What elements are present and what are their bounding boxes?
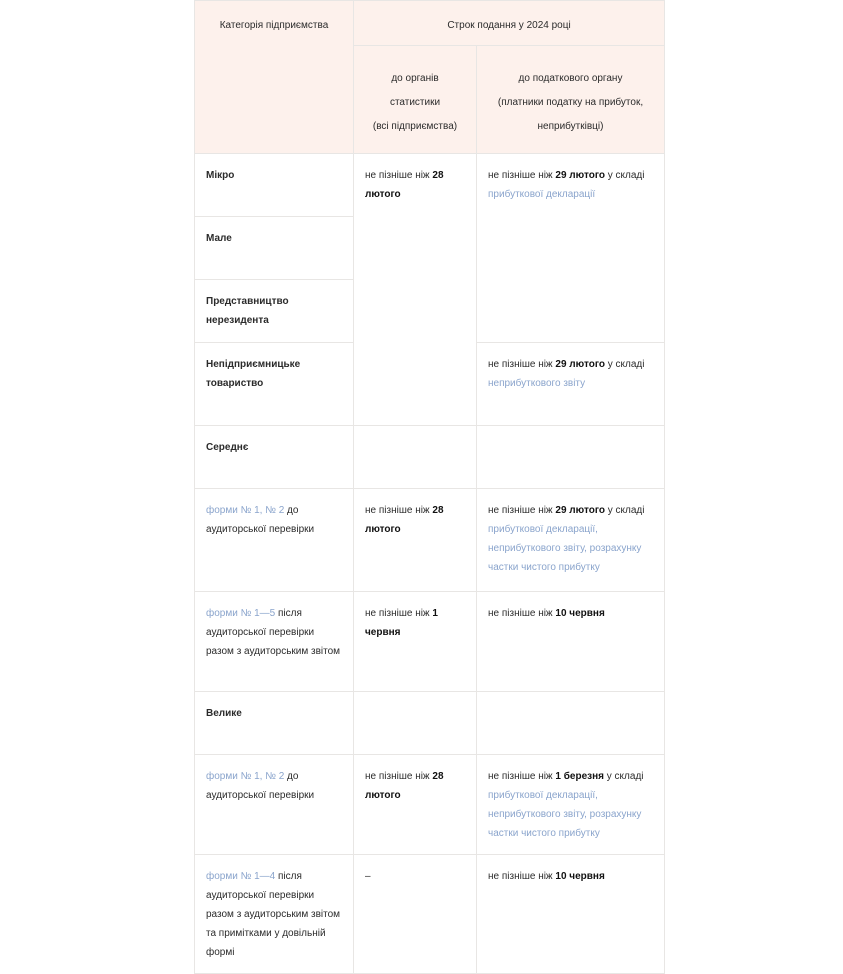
table-row: [195, 855, 665, 974]
deadline-date: 29 лютого: [555, 170, 605, 181]
header-category: Категорія підприємства: [195, 1, 354, 154]
header-tax-line1: до податкового органу: [518, 73, 623, 84]
header-statistics-line2: (всі підприємства): [372, 121, 458, 132]
category-text: Велике: [206, 708, 242, 719]
table-row: [195, 426, 665, 489]
table-row: [195, 489, 665, 592]
table-row: [195, 755, 665, 855]
cell-tax-deadline: [477, 592, 665, 692]
deadline-mid: у складі: [604, 771, 644, 782]
cell-category: [195, 343, 354, 426]
category-text: Мале: [206, 233, 232, 244]
deadline-date: 28 лютого: [365, 170, 444, 200]
category-text: Мікро: [206, 170, 235, 181]
table-head: [195, 1, 665, 154]
deadlines-table-wrapper: [194, 0, 664, 974]
cell-category: [195, 154, 354, 217]
header-tax-line3: неприбутківці): [537, 121, 604, 132]
header-statistics: [354, 46, 477, 154]
deadline-prefix: не пізніше ніж: [488, 871, 556, 882]
header-deadline-span: Строк подання у 2024 році: [354, 1, 665, 46]
deadline-mid: у складі: [604, 359, 645, 370]
cell-statistics-deadline: [354, 755, 477, 855]
cell-category: [195, 755, 354, 855]
cell-category: [195, 217, 354, 280]
header-row-top: [195, 1, 665, 46]
deadline-prefix: не пізніше ніж: [365, 608, 433, 619]
category-text: до аудиторської перевірки: [206, 771, 315, 801]
deadline-date: 1 червня: [365, 608, 438, 638]
cell-tax-deadline: [477, 855, 665, 974]
deadline-prefix: не пізніше ніж: [488, 505, 556, 516]
cell-statistics-deadline: [354, 692, 477, 755]
category-text: до аудиторської перевірки: [206, 505, 315, 535]
cell-tax-deadline: [477, 755, 665, 855]
category-text: Непідприємницьке товариство: [206, 359, 301, 389]
cell-statistics-deadline: [354, 426, 477, 489]
deadline-date: 10 червня: [555, 871, 605, 882]
table-row: [195, 592, 665, 692]
cell-tax-deadline: [477, 154, 665, 343]
deadline-document-link[interactable]: неприбуткового звіту: [488, 378, 586, 389]
header-statistics-line1: до органів статистики: [389, 73, 441, 108]
deadline-date: 28 лютого: [365, 505, 444, 535]
header-tax-line2: (платники податку на прибуток,: [497, 97, 644, 108]
category-text: Середнє: [206, 442, 249, 453]
deadline-mid: у складі: [604, 170, 645, 181]
deadline-date: 10 червня: [555, 608, 605, 619]
cell-category: [195, 280, 354, 343]
category-text: після аудиторської перевірки разом з аудиторським звітом: [206, 608, 341, 657]
category-link[interactable]: форми № 1, № 2: [206, 771, 285, 782]
deadline-date: 28 лютого: [365, 771, 444, 801]
cell-tax-deadline: [477, 489, 665, 592]
cell-category: [195, 426, 354, 489]
deadline-none-dash: –: [365, 871, 371, 882]
deadline-prefix: не пізніше ніж: [488, 771, 556, 782]
deadline-prefix: не пізніше ніж: [365, 771, 433, 782]
deadline-prefix: не пізніше ніж: [365, 170, 433, 181]
cell-tax-deadline: [477, 692, 665, 755]
reporting-deadlines-table: [194, 0, 665, 974]
deadline-mid: у складі: [604, 505, 645, 516]
cell-category: [195, 489, 354, 592]
category-text: Представництво нерезидента: [206, 296, 289, 326]
category-link[interactable]: форми № 1—4: [206, 871, 276, 882]
cell-tax-deadline: [477, 343, 665, 426]
deadline-prefix: не пізніше ніж: [488, 608, 556, 619]
cell-category: [195, 592, 354, 692]
cell-category: [195, 692, 354, 755]
table-row: [195, 154, 665, 217]
deadline-date: 1 березня: [555, 771, 604, 782]
deadline-prefix: не пізніше ніж: [488, 170, 556, 181]
table-body: [195, 154, 665, 974]
cell-statistics-deadline: [354, 855, 477, 974]
deadline-document-link[interactable]: прибуткової декларації: [488, 189, 596, 200]
category-link[interactable]: форми № 1, № 2: [206, 505, 285, 516]
header-tax-authority: [477, 46, 665, 154]
cell-category: [195, 855, 354, 974]
deadline-document-link[interactable]: прибуткової декларації, неприбуткового звіту, розрахунку частки чистого прибутку: [488, 790, 642, 839]
cell-tax-deadline: [477, 426, 665, 489]
cell-statistics-deadline: [354, 489, 477, 592]
cell-statistics-deadline: [354, 592, 477, 692]
deadline-document-link[interactable]: прибуткової декларації, неприбуткового звіту, розрахунку частки чистого прибутку: [488, 524, 642, 573]
deadline-prefix: не пізніше ніж: [488, 359, 556, 370]
deadline-prefix: не пізніше ніж: [365, 505, 433, 516]
table-row: [195, 692, 665, 755]
category-text: після аудиторської перевірки разом з аудиторським звітом та примітками у довільній формі: [206, 871, 341, 958]
category-link[interactable]: форми № 1—5: [206, 608, 276, 619]
deadline-date: 29 лютого: [555, 505, 605, 516]
deadline-date: 29 лютого: [555, 359, 605, 370]
cell-statistics-deadline: [354, 154, 477, 426]
